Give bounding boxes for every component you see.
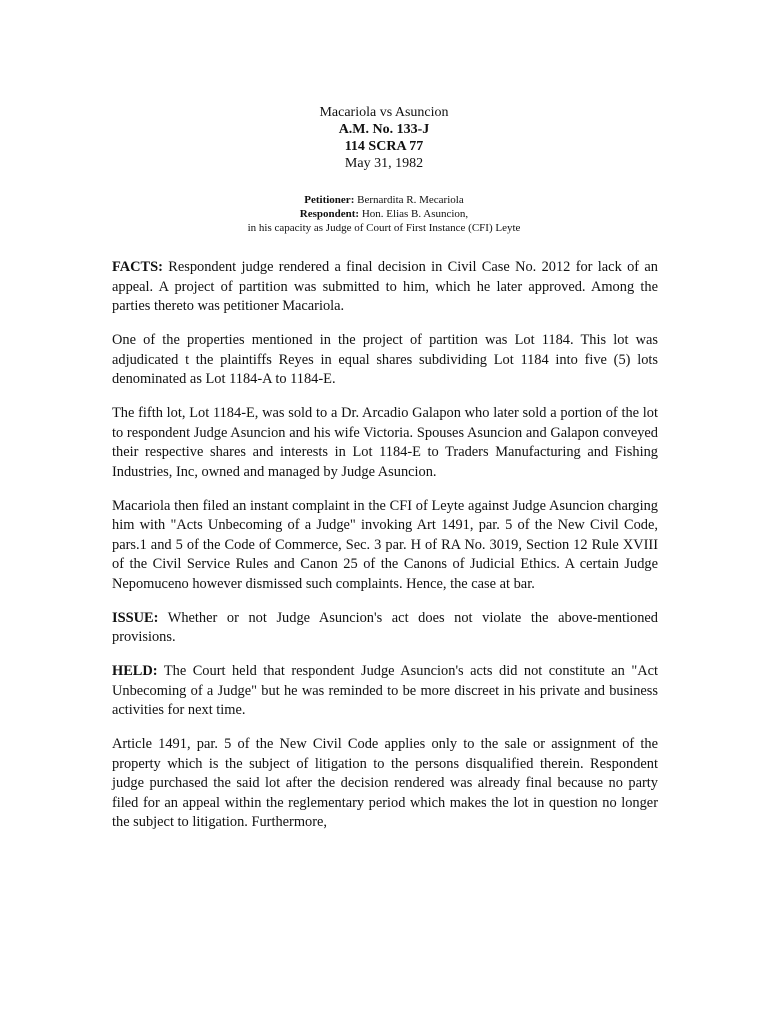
issue-paragraph [112,609,658,648]
case-parties [0,193,768,235]
respondent-line [0,207,768,221]
document-body [112,258,658,847]
petitioner-name: Bernardita R. Mecariola [357,194,464,206]
respondent-capacity: in his capacity as Judge of Court of First Instance (CFI) Leyte [247,222,521,234]
case-title: Macariola vs Asuncion [319,105,449,120]
issue-text: Whether or not Judge Asuncion's act does not violate the above-mentioned provisions. [112,609,658,645]
petitioner-label: Petitioner: [304,194,355,206]
fifth-lot-paragraph: The fifth lot, Lot 1184-E, was sold to a Dr. Arcadio Galapon who later sold a portion of the lot to respondent Judge Asuncion and his wife Victoria. Spouses Asuncion and Galapon conveyed their respective shares and interests in Lot 1184-E to Traders Manufacturing and Fishing Industries, Inc, owned and managed by Judge Asuncion. [112,405,658,480]
facts-paragraph [112,258,658,317]
facts-label: FACTS: [112,259,163,275]
held-paragraph [112,662,658,721]
case-date: May 31, 1982 [344,156,424,171]
case-citation: 114 SCRA 77 [344,139,424,154]
case-header [0,104,768,172]
article-paragraph: Article 1491, par. 5 of the New Civil Code applies only to the sale or assignment of the property which is the subject of litigation to the persons disqualified therein. Respondent judge purchased the said lot after the decision rendered was already final because no party filed for an appeal within the reglementary period which makes the lot in question no longer the subject to litigation. Furthermore, [112,736,658,830]
respondent-label: Respondent: [299,208,360,220]
petitioner-line [0,193,768,207]
respondent-name: Hon. Elias B. Asuncion, [361,208,469,220]
partition-paragraph: One of the properties mentioned in the project of partition was Lot 1184. This lot was adjudicated t the plaintiffs Reyes in equal shares subdividing Lot 1184 into five (5) lots denominated as Lot 1184-A to 1184-E. [112,332,658,387]
complaint-paragraph: Macariola then filed an instant complaint in the CFI of Leyte against Judge Asuncion charging him with "Acts Unbecoming of a Judge" invoking Art 1491, par. 5 of the New Civil Code, pars.1 and 5 of the Code of Commerce, Sec. 3 par. H of RA No. 3019, Section 12 Rule XVIII of the Civil Service Rules and Canon 25 of the Canons of Judicial Ethics. A certain Judge Nepomuceno however dismissed such complaints. Hence, the case at bar. [112,497,658,592]
facts-text: Respondent judge rendered a final decision in Civil Case No. 2012 for lack of an appeal. A project of partition was submitted to him, which he later approved. Among the parties thereto was petitioner Macariola. [112,259,658,314]
held-text: The Court held that respondent Judge Asuncion's acts did not constitute an "Act Unbecoming of a Judge" but he was reminded to be more discreet in his private and business activities for next time. [112,663,658,718]
issue-label: ISSUE: [112,609,159,626]
case-number: A.M. No. 133-J [338,122,430,137]
held-label: HELD: [112,663,158,679]
